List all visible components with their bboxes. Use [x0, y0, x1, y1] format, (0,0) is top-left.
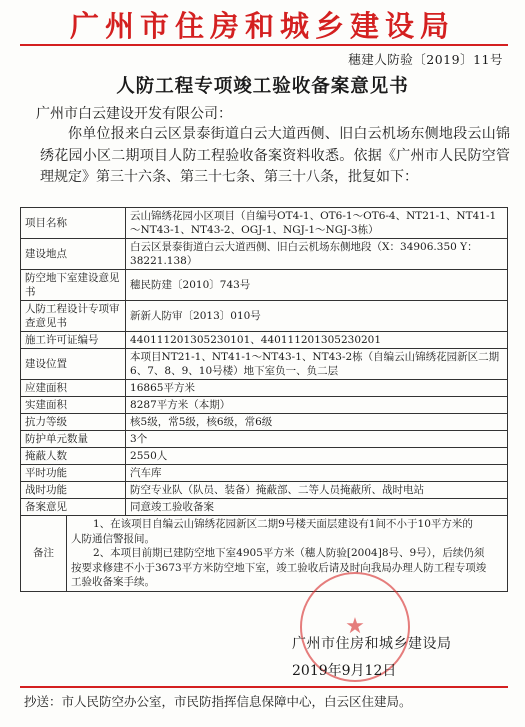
row-label: 战时功能 — [21, 482, 126, 499]
row-value: 云山锦绣花园小区项目（自编号OT4-1、OT6-1～OT6-4、NT21-1、NT41-1～NT43-1、NT43-2、OGJ-1、NGJ-1～NGJ-3栋） — [126, 208, 508, 239]
row-label: 备案意见 — [21, 499, 126, 516]
row-value: 汽车库 — [126, 465, 508, 482]
table-row — [21, 397, 508, 414]
row-value: 16865平方米 — [126, 380, 508, 397]
row-label: 建设位置 — [21, 349, 126, 380]
note-1-line-1: 1、在该项目自编云山锦绣花园新区二期9号楼天面层建设有1间不小于10平方米的 — [93, 518, 473, 530]
row-label: 应建面积 — [21, 380, 126, 397]
table-row — [21, 465, 508, 482]
signature-org: 广州市住房和城乡建设局 — [292, 636, 452, 652]
document-number: 穗建人防验〔2019〕11号 — [348, 52, 503, 67]
row-value: 新新人防审〔2013〕010号 — [126, 301, 508, 332]
cc-line: 抄送：市人民防空办公室，市民防指挥信息保障中心，白云区住建局。 — [24, 694, 412, 709]
header-red-rule — [20, 44, 508, 46]
row-label: 抗力等级 — [21, 414, 126, 431]
table-row — [21, 239, 508, 270]
addressee: 广州市白云建设开发有限公司： — [36, 106, 232, 122]
table-row — [21, 414, 508, 431]
row-label: 施工许可证编号 — [21, 332, 126, 349]
row-value: 3个 — [126, 431, 508, 448]
table-row — [21, 332, 508, 349]
document-title: 人防工程专项竣工验收备案意见书 — [116, 76, 409, 97]
row-label: 平时功能 — [21, 465, 126, 482]
row-value: 2550人 — [126, 448, 508, 465]
table-row — [21, 380, 508, 397]
row-value: 440111201305230101、440111201305230201 — [126, 332, 508, 349]
row-value: 白云区景泰街道白云大道西侧、旧白云机场东侧地段（X：34906.350 Y：38221.138） — [126, 239, 508, 270]
table-row — [21, 499, 508, 516]
row-label: 建设地点 — [21, 239, 126, 270]
note-2-line-3: 工验收备案手续。 — [71, 576, 155, 588]
notes-content — [67, 516, 508, 592]
row-value: 8287平方米（本期） — [126, 397, 508, 414]
note-2-line-2: 按要求修建不小于3673平方米防空地下室，竣工验收后请及时向我局办理人防工程专项竣 — [71, 561, 487, 574]
row-value: 防空专业队（队员、装备）掩蔽部、二等人员掩蔽所、战时电站 — [126, 482, 508, 499]
row-value: 核5级，常5级，核6级，常6级 — [126, 414, 508, 431]
table-row — [21, 270, 508, 301]
row-value: 同意竣工验收备案 — [126, 499, 508, 516]
table-row — [21, 208, 508, 239]
row-label: 掩蔽人数 — [21, 448, 126, 465]
table-row — [21, 349, 508, 380]
row-value: 本项目NT21-1、NT41-1～NT43-1、NT43-2栋（自编云山锦绣花园新区二期6、7、8、9、10号楼）地下室负一、负二层 — [126, 349, 508, 380]
table-row — [21, 448, 508, 465]
note-1-line-2: 人防通信警报间。 — [71, 532, 155, 545]
footer-red-rule — [20, 686, 508, 688]
row-label: 人防工程设计专项审查意见书 — [21, 301, 126, 332]
row-label: 项目名称 — [21, 208, 126, 239]
row-label: 防护单元数量 — [21, 431, 126, 448]
table-row — [21, 431, 508, 448]
row-value: 穗民防建〔2010〕743号 — [126, 270, 508, 301]
project-info-table — [20, 207, 508, 592]
row-label: 实建面积 — [21, 397, 126, 414]
org-header-title: 广州市住房和城乡建设局 — [69, 9, 455, 43]
row-label: 防空地下室建设意见书 — [21, 270, 126, 301]
notes-label: 备注 — [21, 516, 67, 592]
seal-star-icon: ★ — [345, 614, 365, 639]
notes-row — [21, 516, 508, 592]
body-paragraph: 你单位报来白云区景泰街道白云大道西侧、旧白云机场东侧地段云山锦绣花园小区二期项目人防工程验收备案资料收悉。依据《广州市人民防空管理规定》第三十六条、第三十七条、第三十八条，批复如下： — [40, 126, 510, 185]
note-2-line-1: 2、本项目前期已建防空地下室4905平方米（穗人防验[2004]8号、9号），后续仍须 — [93, 547, 485, 559]
table-row — [21, 301, 508, 332]
signature-date: 2019年9月12日 — [292, 663, 397, 679]
table-row — [21, 482, 508, 499]
